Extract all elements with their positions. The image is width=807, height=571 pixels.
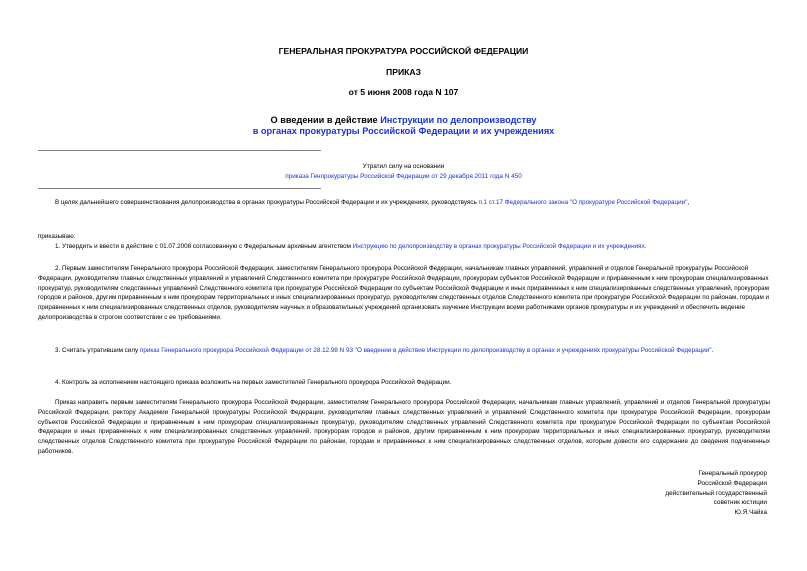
intro-paragraph <box>55 198 770 208</box>
instruction-link[interactable]: Инструкцию по делопроизводству в органах прокуратуры Российской Федерации и их учреждениях <box>352 243 645 250</box>
item-3-end: . <box>711 347 714 354</box>
item-1-text: 1. Утвердить и ввести в действие с 01.07.2008 согласованную с Федеральным архивным агентством <box>55 243 353 250</box>
signature-line1: Генеральный прокурор <box>698 470 767 477</box>
intro-text-end: , <box>687 199 690 206</box>
divider-top <box>38 150 321 151</box>
title-link-line2[interactable]: в органах прокуратуры Российской Федерации и их учреждениях <box>252 126 555 136</box>
doc-type-heading: ПРИКАЗ <box>386 67 421 77</box>
document-title <box>0 115 807 137</box>
title-link-line1[interactable]: Инструкции по делопроизводству <box>380 115 537 125</box>
org-heading: ГЕНЕРАЛЬНАЯ ПРОКУРАТУРА РОССИЙСКОЙ ФЕДЕРАЦИИ <box>278 46 529 56</box>
item-2: 2. Первым заместителям Генерального прокурора Российской Федерации, заместителям Генерального прокурора Российской Федерации, начальникам главных управлений, управлений и отделов Генеральной прокуратуры Российской Федерации, руководителям главных следственных управлений и управлений Следственного комитета при прокуратуре Российской Федерации, прокурорам субъектов Российской Федерации и приравненным к ним прокурорам специализированных прокуратур, руководителям следственных управлений Следственного комитета при прокуратуре Российской Федерации по субъектам Российской Федерации и иных приравненных к ним специализированных следственных управлений, прокурорам городов и районов, другим приравненным к ним прокурорам территориальных и иных специализированных прокуратур, руководителям следственных отделов Следственного комитета при прокуратуре Российской Федерации по районам, городам и приравненных к ним специализированных следственных отделов, руководителям научных и образовательных учреждений организовать изучение Инструкции всеми работниками органов прокуратуры и их учреждений и обеспечить ведение делопроизводства в строгом соответствии с ее требованиями. <box>38 265 770 321</box>
item-3 <box>38 346 770 356</box>
repealed-order-link[interactable]: приказ Генерального прокурора Российской Федерации от 28.12.98 N 93 "О введении в действие Инструкции по делопроизводству в органах и учреждениях прокуратуры Российской Федерации" <box>139 347 712 354</box>
signature-name: Ю.Я.Чайка <box>734 509 767 517</box>
item-4: 4. Контроль за исполнением настоящего приказа возложить на первых заместителей Генерального прокурора Российской Федерации. <box>55 379 452 386</box>
item-1 <box>55 242 770 252</box>
signature-line3: действительный государственный <box>665 489 767 497</box>
intro-text: В целях дальнейшего совершенствования делопроизводства в органах прокуратуры Российской Федерации и их учреждениях, руководствуясь <box>55 199 479 206</box>
status-note-line1: Утратил силу на основании <box>362 163 445 170</box>
item-3-text: 3. Считать утратившим силу <box>55 347 140 354</box>
distribution-paragraph: Приказ направить первым заместителям Генерального прокурора Российской Федерации, заместителям Генерального прокурора Российской Федерации, начальникам главных управлений, управлений и отделов Генеральной прокуратуры Российской Федерации, ректору Академии Генеральной прокуратуры Российской Федерации, руководителям главных следственных управлений и управлений Следственного комитета при прокуратуре Российской Федерации, прокурорам субъектов Российской Федерации и приравненным к ним прокурорам специализированных прокуратур, руководителям следственных управлений Следственного комитета при прокуратуре Российской Федерации по субъектам Российской Федерации и иных приравненных к ним специализированных следственных управлений, прокурорам городов и районов, другим приравненным к ним прокурорам территориальных и иных специализированных прокуратур, руководителям следственных отделов Следственного комитета при прокуратуре Российской Федерации по районам, городам и приравненных к ним специализированных следственных отделов, которым довести его содержание до сведения подчиненных работников. <box>38 399 770 455</box>
divider-bottom <box>38 188 321 189</box>
order-word: приказываю: <box>38 233 76 240</box>
signature-line4: советник юстиции <box>713 499 767 507</box>
signature-line2: Российской Федерации <box>697 479 767 487</box>
signature-block <box>665 469 767 518</box>
status-note-link[interactable]: приказа Генпрокуратуры Российской Федерации от 29 декабря 2011 года N 450 <box>285 173 522 180</box>
status-note <box>0 162 807 182</box>
law-link[interactable]: п.1 ст.17 Федерального закона "О прокуратуре Российской Федерации" <box>478 199 688 206</box>
item-1-end: . <box>644 243 647 250</box>
date-number-heading: от 5 июня 2008 года N 107 <box>348 87 459 97</box>
title-prefix: О введении в действие <box>270 115 381 125</box>
